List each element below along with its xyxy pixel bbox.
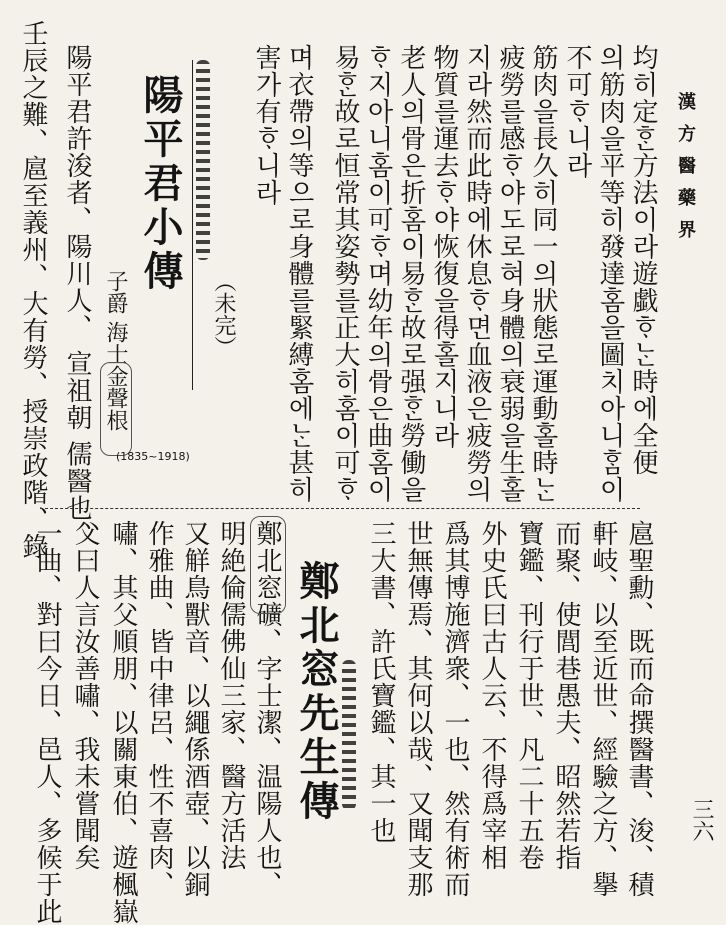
top-column-6: 지라然而此時에休息ᄒᆞ면血液은疲勞의 [462, 44, 492, 503]
bottom-column-2: 軒岐、以至近世、經驗之方、擧 [588, 520, 618, 898]
author-dates-note: (1835~1918) [116, 450, 190, 463]
column-divider [192, 60, 193, 390]
bottom-column-6: 爲其博施濟衆、一也、然有術而 [440, 520, 470, 898]
bottom-bio-column-7: 一曲、對曰今日、邑人、多候于此 [32, 520, 62, 925]
top-column-7: 物質를運去ᄒᆞ야恢復을得홀지니라 [429, 44, 459, 449]
top-bio-column-2: 壬辰之難、扈至義州、大有勞、授崇政階、錄 [18, 20, 48, 560]
bottom-column-5: 外史氏曰古人云、不得爲宰相 [477, 520, 507, 871]
top-column-8: 老人의骨은折홈이易ᄒᆞᆫ故로强ᄒᆞᆫ勞働을 [396, 44, 426, 503]
top-column-4: 筋肉을長久히同一의狀態로運動홀時ᄂᆞᆫ [528, 44, 558, 503]
unfinished-note: （未完） [211, 270, 236, 358]
journal-header: 漢方醫藥界 [675, 92, 696, 252]
title-ornament [196, 60, 210, 260]
bottom-column-8: 三大書、許氏寶鑑、其一也 [366, 520, 396, 844]
article-title-jeong-bukchang: 鄭北窓先生傳 [293, 560, 340, 824]
bottom-column-4: 寶鑑、刊行于世、凡二十五卷 [514, 520, 544, 871]
top-column-9: ᄒᆞ지아니홈이可ᄒᆞ며幼年의骨은曲홈이 [363, 44, 393, 503]
top-column-12: 害가有ᄒᆞ니라 [251, 44, 281, 206]
section-separator [40, 508, 640, 509]
top-column-5: 疲勞를感ᄒᆞ야도로혀身體의衰弱을生홀 [495, 44, 525, 503]
title-ornament-bottom [342, 660, 356, 810]
bottom-column-7: 世無傳焉、其何以哉、又聞支那 [403, 520, 433, 898]
page-number: 三六 [689, 798, 714, 842]
bottom-bio-column-4: 作雅曲、皆中律呂、性不喜肉、 [144, 520, 174, 898]
bottom-column-1: 扈聖勳、既而命撰醫書、浚、積 [624, 520, 654, 898]
name-circle-bottom [250, 516, 286, 614]
top-bio-column-1: 陽平君許浚者、陽川人、 宣祖朝 儒醫也、 [62, 44, 92, 549]
top-column-2: 의筋肉을平等히發達홈을圖치아니ᄒᆞᆷ이 [595, 44, 625, 503]
bottom-column-3: 而聚、使閭巷愚夫、昭然若指 [551, 520, 581, 871]
bottom-bio-column-3: 又觧鳥獸音、以繩係酒壺、以銅 [180, 520, 210, 898]
author-line: 子爵 海士金聲根 [103, 270, 128, 431]
article-title-yangpyeong: 陽平君小傳 [137, 74, 184, 294]
top-column-11: 며衣帶의等으로身體를緊縛홈에ᄂᆞᆫ甚히 [284, 44, 314, 503]
author-name-circle [100, 362, 132, 456]
top-column-3: 不可ᄒᆞ니라 [562, 44, 592, 179]
bottom-bio-column-1: 鄭北窓礦、字士潔、温陽人也、 [252, 520, 282, 898]
top-column-10: 易ᄒᆞᆫ故로恒常其姿勢를正大히홈이可ᄒᆞ [330, 44, 360, 503]
bottom-bio-column-2: 明絶倫儒佛仙三家、醫方活法 [216, 520, 246, 871]
bottom-bio-column-6: 父曰人言汝善嘯、我未嘗聞矣 [70, 520, 100, 871]
top-column-1: 均히定ᄒᆞᆫ方法이라遊戱ᄒᆞᄂᆞᆫ時에全便 [628, 44, 658, 476]
bottom-bio-column-5: 嘯、其父順朋、以關東伯、遊楓嶽 [108, 520, 138, 925]
